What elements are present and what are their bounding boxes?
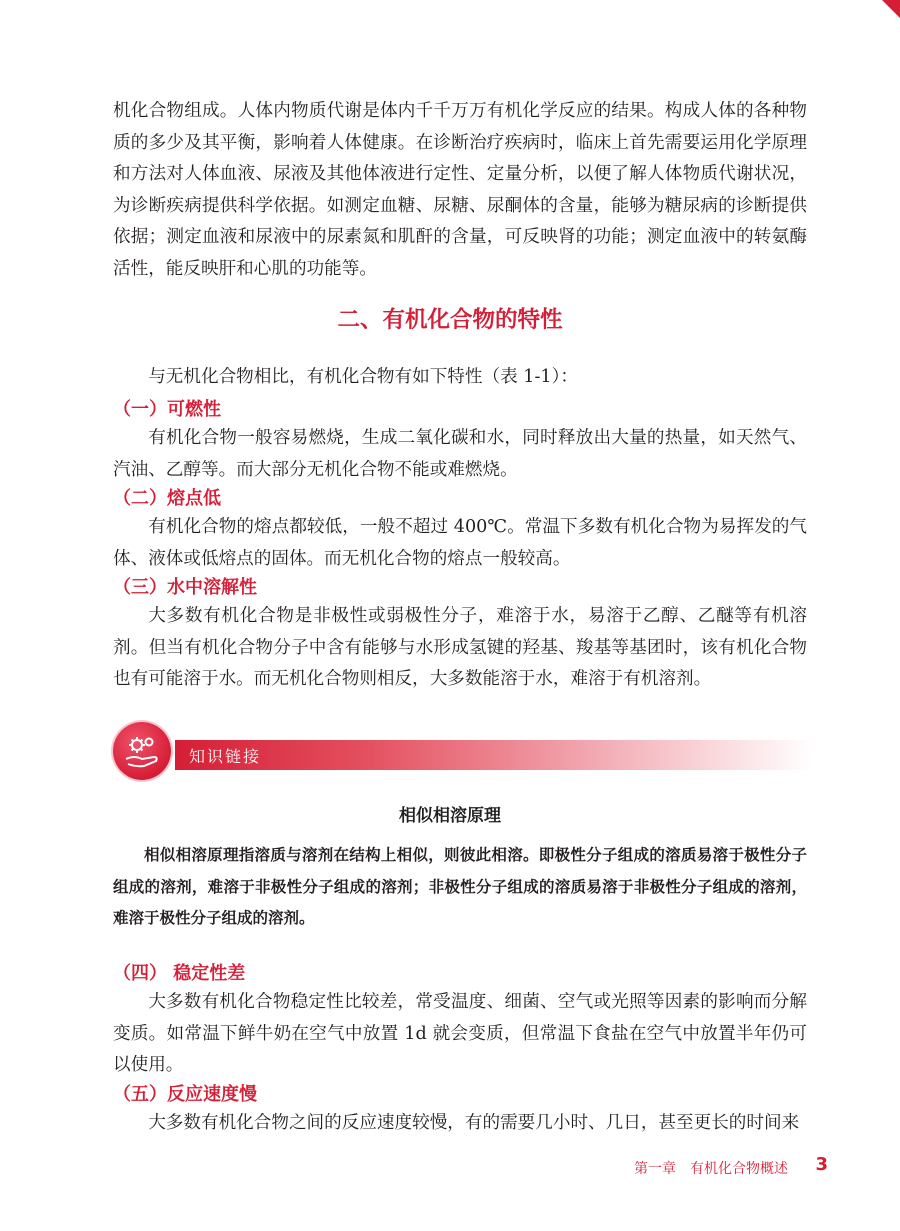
subheading-water-solubility: （三）水中溶解性: [113, 577, 257, 598]
knowledge-link-bar: [175, 740, 813, 770]
paragraph-flammability: 有机化合物一般容易燃烧，生成二氧化碳和水，同时释放出大量的热量，如天然气、汽油、乙醇等。而大部分无机化合物不能或难燃烧。: [113, 428, 807, 480]
knowledge-link-title: 相似相溶原理: [399, 806, 501, 826]
subheading-melting-point: （二）熔点低: [113, 488, 221, 509]
subheading-stability: （四） 稳定性差: [113, 963, 246, 984]
paragraph-reaction-speed: 大多数有机化合物之间的反应速度较慢，有的需要几小时、几日，甚至更长的时间来: [148, 1113, 800, 1133]
footer-chapter-title: 第一章 有机化合物概述: [634, 1161, 788, 1177]
corner-marker: [882, 0, 900, 18]
intro-paragraph: 机化合物组成。人体内物质代谢是体内千千万万有机化学反应的结果。构成人体的各种物质的多少及其平衡，影响着人体健康。在诊断治疗疾病时，临床上首先需要运用化学原理和方法对人体血液、尿液及其他体液进行定性、定量分析，以便了解人体物质代谢状况，为诊断疾病提供科学依据。如测定血糖、尿糖、尿酮体的含量，能够为糖尿病的诊断提供依据；测定血液和尿液中的尿素氮和肌酐的含量，可反映肾的功能；测定血液中的转氨酶活性，能反映肝和心肌的功能等。: [113, 101, 807, 279]
knowledge-link-label: 知识链接: [189, 747, 262, 766]
section-title: 二、有机化合物的特性: [337, 307, 563, 333]
section-lead: 与无机化合物相比，有机化合物有如下特性（表 1-1）：: [148, 367, 578, 387]
paragraph-stability: 大多数有机化合物稳定性比较差，常受温度、细菌、空气或光照等因素的影响而分解变质。如常温下鲜牛奶在空气中放置 1d 就会变质，但常温下食盐在空气中放置半年仍可以使用。: [113, 992, 807, 1075]
knowledge-link-text: 相似相溶原理指溶质与溶剂在结构上相似，则彼此相溶。即极性分子组成的溶质易溶于极性分子组成的溶剂，难溶于非极性分子组成的溶剂；非极性分子组成的溶质易溶于非极性分子组成的溶剂，难溶于极性分子组成的溶剂。: [113, 846, 807, 927]
subheading-flammability: （一）可燃性: [113, 399, 221, 420]
subheading-reaction-speed: （五）反应速度慢: [113, 1084, 257, 1105]
gears-hand-icon: [113, 722, 171, 780]
knowledge-link-banner: [113, 722, 813, 782]
paragraph-water-solubility: 大多数有机化合物是非极性或弱极性分子，难溶于水，易溶于乙醇、乙醚等有机溶剂。但当有机化合物分子中含有能够与水形成氢键的羟基、羧基等基团时，该有机化合物也有可能溶于水。而无机化合物则相反，大多数能溶于水，难溶于有机溶剂。: [113, 606, 807, 689]
paragraph-melting-point: 有机化合物的熔点都较低，一般不超过 400℃。常温下多数有机化合物为易挥发的气体、液体或低熔点的固体。而无机化合物的熔点一般较高。: [113, 517, 807, 569]
page-number: 3: [815, 1154, 828, 1175]
